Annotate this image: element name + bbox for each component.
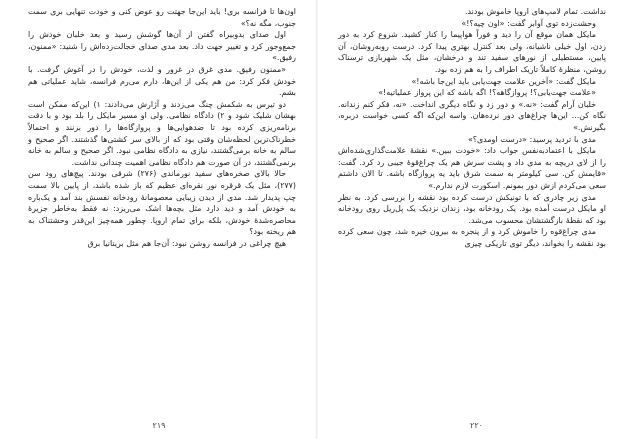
- paragraph: اول صدای بدوبیراه گفتن از آن‌ها گوشش رسید و بعد خلبان خودش را جمع‌وجور کرد و تغییر جهت داد. بعد مدی صدای خجالت‌زده‌اش را شنید: «ممنون، رفیق.»: [28, 30, 296, 63]
- left-page-text: [28, 6, 296, 249]
- paragraph: «علامت جهت‌یابی؟! پروازگاهه؟! اگه باشه که این پرواز عملیاتیه!»: [378, 88, 596, 98]
- page-number: ۲۱۹: [152, 421, 166, 430]
- paragraph: وحشت‌زده توی آوابر گفت: «اون چیه؟!»: [461, 18, 596, 28]
- paragraph: مدی زیر چادری که با تونیکش درست کرده بود نقشه را بررسی کرد. به نظر او مایکل درست آمده بود. یک رودخانه بود، زندان نزدیک یک پل‌ریل روی رودخانه بود که نقطهٔ بازگشتشان محسوب می‌شد.: [338, 192, 606, 225]
- paragraph: خلبان آرام گفت: «نه.» و دور زد و نگاه دیگری انداخت. «نه، فکر کنم زندانه. نگاه کن... این‌ها چراغ‌های دور نرده‌هان. واسه این‌که اگه کسی خواست دربره، بگیرنش.»: [338, 99, 606, 132]
- paragraph: «ممنون رفیق. مدی غرق در غرور و لذت، خودش را در آغوش گرفت. با خودش فکر کرد: من هم یکی از این‌ها، دارم می‌رم فرانسه، شاید عملیاتی هم بشم.: [28, 64, 296, 98]
- paragraph: حالا بالای صخره‌های سفید نورماندی (۲۷۶) شرقی بودند. پیچ‌های رود سن (۲۷۷)، مثل یک قرقره نور نقره‌ای عظیم که باز شده باشد، از پایین بالا سمت چپ پدیدار شد. مدی از دیدن زیبایی معصومانهٔ رودخانه نفسش بند آمد و یک‌باره به خودش آمد و دید دارد مثل بچه‌ها اشک می‌ریزد: نه فقط به‌خاطر جزیرهٔ محاصره‌شدهٔ خودش، بلکه برای تمام اروپا. چطور همه‌چیز این‌قدر وحشتناک به هم ریخته بود؟: [28, 169, 296, 237]
- paragraph: مایکل همان موقع آن را دید و فوراً هواپیما را کنار کشید. شروع کرد به دور زدن، اول خیلی ناشیانه، ولی بعد کنترل بهتری پیدا کرد. درست روبه‌روشان، آن پایین، مستطیلی از نورهای سفید تند و درخشان، مثل یک شهربازی ترسناک روشن، منظرهٔ کاملاً تاریک اطراف را به هم زده بود.: [338, 30, 606, 74]
- paragraph: مایکل با اعتمادبه‌نفس جواب داد: «خودت ببین.» نقشهٔ علامت‌گذاری‌شده‌اش را از لای دریچه به مدی داد و پشت سرش هم یک چراغ‌قوهٔ جیبی رد کرد. گفت: «قایمش کن. سی کیلومتر به سمت شرق باید یه پروازگاه باشه. تا الان داشتم سعی می‌کردم ازش دور بمونم. اسکورت لازم ندارم.»: [338, 146, 606, 190]
- paragraph: نداشت. تمام لامپ‌های اروپا خاموش بودند.: [465, 7, 606, 16]
- page-number: ۲۲۰: [470, 421, 483, 430]
- right-page: [318, 0, 635, 439]
- paragraph: هیچ چراغی در فرانسه روشن نبود: آن‌جا هم مثل بریتانیا برق: [87, 238, 286, 248]
- paragraph: مایکل گفت: «آخرین علامت جهت‌یابی باید این‌جا باشه!»: [411, 76, 596, 86]
- paragraph: مدی چراغ‌قوه را خاموش کرد و از پنجره به بیرون خیره شد، چون سعی کرده بود نقشه را بخواند، دیگر توی تاریکی چیزی: [338, 227, 606, 248]
- right-page-text: [338, 6, 606, 249]
- paragraph: اون‌ها تا فرانسه بری! باید این‌جا جهتت رو عوض کنی و خودت تنهایی بری سمت جنوب، مگه نه؟»: [28, 7, 296, 28]
- paragraph: دو تیرس به شکمش چنگ می‌زدند و آژارش می‌دادند: ۱) این‌که ممکن است بهشان شلیک شود و ۲) دادگاه نظامی. ولی او مسیر مایکل را بلد بود و با دقت برنامه‌ریزی کرده بود تا ضدهوایی‌ها و پروازگاه‌ها را دور بزنند و احتمالاً خطرناک‌ترین لحظه‌شان وقتی بود که از بالای سر کشتی‌ها گذشتند. اگر صحیح و سالم به خانه برمی‌گشتند، نیازی به دادگاه نظامی نبود. اگر صحیح و سالم به خانه برنمی‌گشتند، در آن صورت هم دادگاه نظامی اهمیت چندانی نداشت.: [28, 99, 296, 167]
- paragraph: مدی با تردید پرسید: «درست اومدی؟»: [467, 134, 596, 144]
